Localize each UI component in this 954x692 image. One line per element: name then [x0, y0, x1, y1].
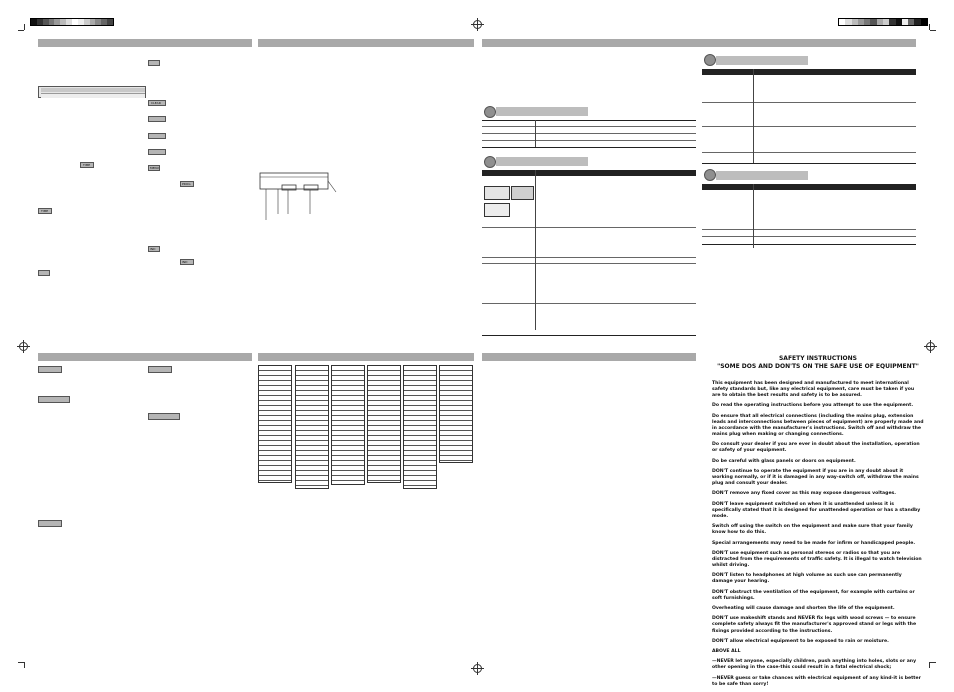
safety-subtitle: "SOME DOS AND DON'TS ON THE SAFE USE OF EQUIPMENT" — [717, 363, 919, 370]
safety-paragraph: ABOVE ALL — [712, 649, 741, 655]
key-label-time: TIME — [80, 162, 94, 168]
code-list-column — [258, 365, 292, 483]
section-header-bar — [482, 39, 916, 47]
safety-paragraph: DON'T listen to headphones at high volume as such use can permanently damage your hearing. — [712, 573, 902, 585]
safety-paragraph: DON'T remove any fixed cover as this may expose dangerous voltages. — [712, 491, 897, 497]
key-icon — [148, 60, 160, 66]
registration-mark-right — [926, 342, 935, 351]
display-strip — [38, 86, 146, 98]
section-title-ribbon — [496, 157, 588, 166]
code-list-column — [295, 365, 329, 489]
section-icon — [704, 169, 716, 181]
key-label-clear: CLEAR — [148, 100, 166, 106]
heading-chip — [38, 396, 70, 403]
safety-paragraph: Do consult your dealer if you are ever in doubt about the installation, operation or safety of your equipment. — [712, 442, 920, 454]
troubleshooting-table — [702, 69, 916, 164]
spec-table — [482, 120, 696, 148]
key-label-menu: MENU — [150, 166, 159, 170]
key-icon — [148, 149, 166, 155]
safety-title: SAFETY INSTRUCTIONS — [778, 355, 858, 362]
table-divider — [535, 120, 536, 147]
key-label-prog: PROG — [180, 181, 194, 187]
grayscale-bar-left — [30, 18, 114, 26]
key-label-time: TIME — [38, 208, 52, 214]
code-list-column — [403, 365, 437, 489]
table-divider — [753, 184, 754, 248]
safety-paragraph: —NEVER guess or take chances with electrical equipment of any kind-it is better to be safe than sorry! — [712, 675, 921, 687]
safety-paragraph: DON'T use makeshift stands and NEVER fix legs with wood screws — to ensure complete safety always fit the manufacturer's approved stand or legs with the fixings provided according to the instructions. — [712, 616, 917, 634]
section-header-bar — [258, 39, 474, 47]
table-divider — [535, 170, 536, 330]
key-label-ind: IND — [148, 246, 160, 252]
safety-paragraph: DON'T use equipment such as personal stereos or radios so that you are distracted from the requirements of traffic safety. It is illegal to watch television whilst driving. — [712, 550, 922, 569]
code-list-column — [439, 365, 473, 463]
key-icon — [38, 270, 50, 276]
crop-mark — [929, 24, 930, 30]
table-divider — [753, 69, 754, 163]
key-icon — [148, 133, 166, 139]
section-header-bar — [258, 353, 474, 361]
disc-illustration — [484, 203, 510, 217]
safety-paragraph: DON'T allow electrical equipment to be exposed to rain or moisture. — [712, 638, 889, 644]
section-title-ribbon — [496, 107, 588, 116]
crop-mark — [930, 662, 936, 663]
crop-mark — [929, 662, 930, 668]
section-header-bar — [38, 353, 252, 361]
safety-paragraph: DON'T leave equipment switched on when it is unattended unless it is specifically stated that it is designed for unattended operation or has a standby mode. — [712, 501, 921, 519]
disc-illustration — [484, 186, 510, 200]
code-list-column — [331, 365, 365, 485]
connection-diagram — [258, 168, 342, 228]
crop-mark — [24, 662, 25, 668]
code-list-column — [367, 365, 401, 483]
grayscale-bar-right — [838, 18, 928, 26]
section-title-ribbon — [716, 56, 808, 65]
safety-paragraph: DON'T continue to operate the equipment if you are in any doubt about it working normally, or if it is damaged in any way-switch off, withdraw the mains plug and consult your dealer. — [712, 468, 919, 487]
registration-mark-top — [473, 20, 482, 29]
section-icon — [484, 106, 496, 118]
registration-mark-bottom — [473, 664, 482, 673]
section-icon — [704, 54, 716, 66]
heading-chip — [38, 520, 62, 527]
section-title-ribbon — [716, 171, 808, 180]
section-header-bar — [482, 353, 696, 361]
section-header-bar — [38, 39, 252, 47]
disc-illustration — [511, 186, 534, 200]
safety-paragraph: Overheating will cause damage and shorten the life of the equipment. — [712, 606, 895, 612]
registration-mark-left — [19, 342, 28, 351]
safety-paragraph: Do ensure that all electrical connections (including the mains plug, extension leads and interconnections between pieces of equipment) are properly made and in accordance with the manufacturer's instructions. Switch off and withdraw the mains plug when making or changing connections. — [712, 413, 924, 438]
crop-mark — [24, 24, 25, 30]
safety-paragraph: Switch off using the switch on the equipment and make sure that your family know how to do this. — [712, 524, 913, 536]
section-icon — [484, 156, 496, 168]
troubleshooting-table — [702, 184, 916, 245]
safety-paragraph: Do read the operating instructions before you attempt to use the equipment. — [712, 403, 914, 409]
key-label-ind: IND — [180, 259, 194, 265]
safety-instructions — [712, 355, 924, 692]
heading-chip — [148, 366, 172, 373]
safety-paragraph: DON'T obstruct the ventilation of the equipment, for example with curtains or soft furnishings. — [712, 589, 915, 601]
safety-paragraph: This equipment has been designed and manufactured to meet international safety standards but, like any electrical equipment, care must be taken if you are to obtain the best results and safety is to be assured. — [712, 381, 915, 399]
key-icon — [148, 116, 166, 122]
safety-paragraph: Special arrangements may need to be made for infirm or handicapped people. — [712, 540, 916, 546]
safety-paragraph: Do be careful with glass panels or doors on equipment. — [712, 458, 856, 464]
heading-chip — [148, 413, 180, 420]
crop-mark — [18, 30, 24, 31]
crop-mark — [930, 30, 936, 31]
safety-paragraph: —NEVER let anyone, especially children, push anything into holes, slots or any other opening in the case-this could result in a fatal electrical shock; — [712, 659, 917, 671]
heading-chip — [38, 366, 62, 373]
